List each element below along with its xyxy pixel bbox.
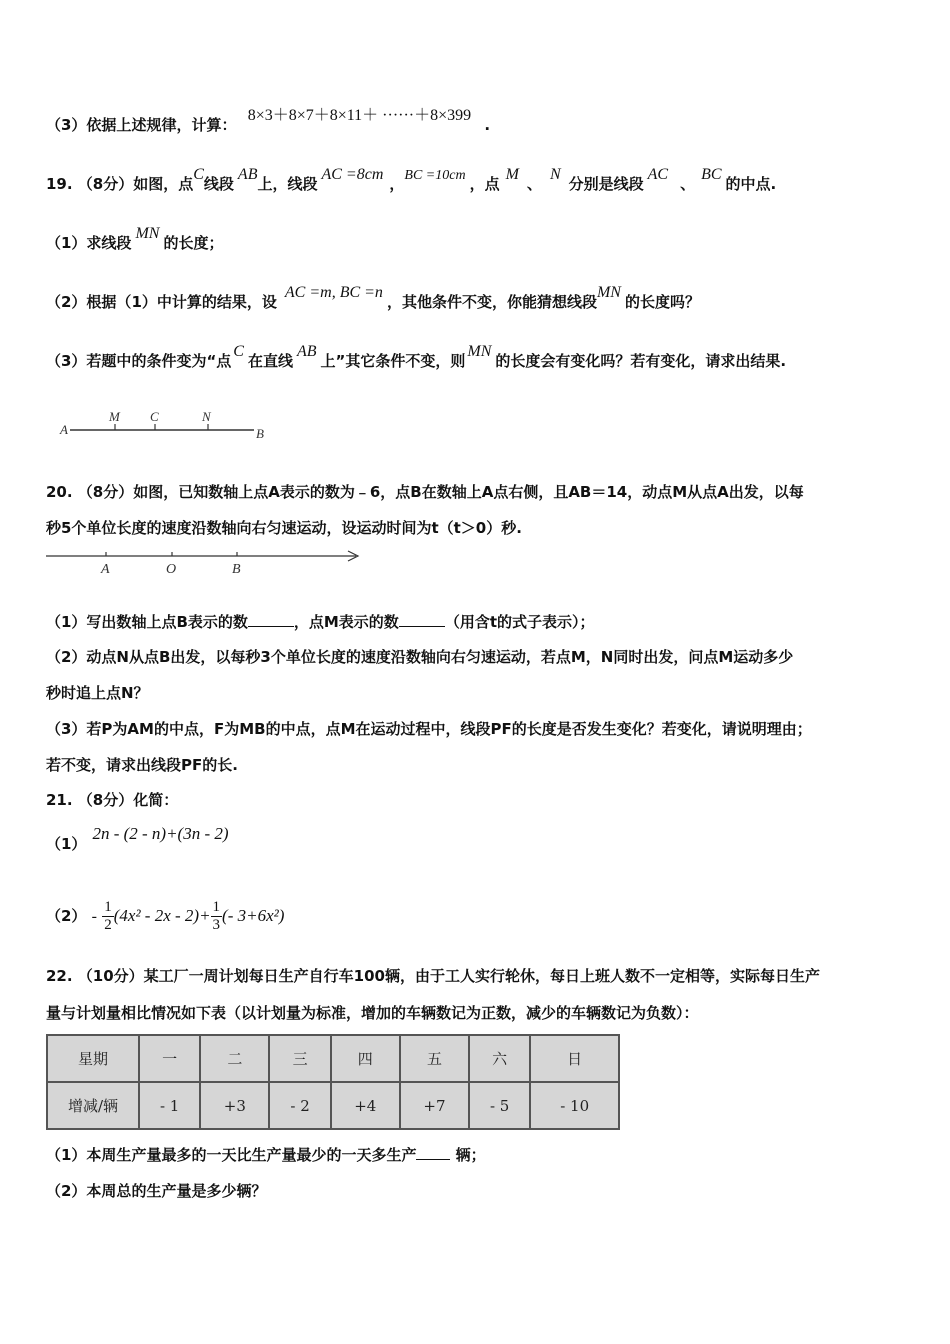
q22-stem-line2: 量与计划量相比情况如下表（以计划量为标准，增加的车辆数记为正数，减少的车辆数记为负数）： bbox=[46, 1004, 699, 1022]
q21-title: 21. （8分）化简： bbox=[46, 791, 179, 809]
q19-point-m: M bbox=[505, 166, 519, 183]
q19-text: 线段 bbox=[203, 175, 234, 193]
label-m: M bbox=[109, 409, 120, 424]
table-cell: +4 bbox=[331, 1082, 400, 1129]
q19-segment-mn: MN bbox=[135, 225, 160, 242]
q19-part2-text: ，其他条件不变，你能猜想线段 bbox=[386, 293, 597, 311]
q19-part1 bbox=[46, 225, 224, 254]
fraction-denominator: 2 bbox=[104, 917, 112, 933]
axis-label-o: O bbox=[166, 562, 177, 577]
q19-text: 的中点. bbox=[725, 175, 777, 193]
q22-part1-text: 辆； bbox=[450, 1146, 486, 1164]
q19-lead: 19. （8分）如图，点 bbox=[46, 175, 194, 193]
q19-text: 、 bbox=[680, 175, 696, 193]
q19-comma: ， bbox=[389, 175, 405, 193]
table-cell: 四 bbox=[331, 1035, 400, 1082]
table-cell: - 10 bbox=[530, 1082, 619, 1129]
fraction-numerator: 1 bbox=[104, 899, 112, 915]
fraction-numerator: 1 bbox=[212, 899, 221, 915]
q22-part2: （2）本周总的生产量是多少辆？ bbox=[46, 1182, 267, 1200]
q19-segment-ac: AC bbox=[647, 166, 669, 183]
q19-stem bbox=[46, 166, 777, 196]
q19-segment-figure bbox=[58, 408, 278, 442]
q21-part2-end: (- 3+6x²) bbox=[222, 906, 285, 925]
q21-part1-expression: 2n - (2 - n)+(3n - 2) bbox=[92, 824, 229, 843]
q19-text: 分别是线段 bbox=[568, 175, 644, 193]
q19-part3-text: 在直线 bbox=[247, 352, 293, 370]
label-c: C bbox=[150, 409, 159, 424]
q21-part2-label: （2） bbox=[46, 907, 87, 925]
answer-blank[interactable] bbox=[416, 1145, 450, 1160]
q19-part3-text: 的长度会有变化吗？若有变化，请求出结果. bbox=[495, 352, 787, 370]
fraction-one-third bbox=[211, 899, 223, 934]
q21-part1-label: （1） bbox=[46, 835, 87, 853]
fraction-one-half bbox=[102, 899, 114, 934]
q20-number-line bbox=[44, 546, 364, 580]
q21-part2 bbox=[46, 896, 284, 937]
table-cell: 一 bbox=[139, 1035, 200, 1082]
q18-part3-label: （3）依据上述规律，计算： bbox=[46, 116, 237, 134]
table-header-row bbox=[47, 1035, 619, 1082]
q19-segment-mn: MN bbox=[596, 284, 621, 301]
q19-part1-text: （1）求线段 bbox=[46, 234, 132, 252]
q19-part2-text: 的长度吗？ bbox=[624, 293, 700, 311]
q19-part2-text: （2）根据（1）中计算的结果，设 bbox=[46, 293, 277, 311]
q19-part1-text: 的长度； bbox=[163, 234, 224, 252]
table-cell: 增减/辆 bbox=[47, 1082, 139, 1129]
q18-part3 bbox=[46, 107, 491, 136]
q19-part3-text: （3）若题中的条件变为“点 bbox=[46, 352, 232, 370]
q19-part3 bbox=[46, 343, 787, 372]
q20-part3-line1: （3）若P为AM的中点，F为MB的中点，点M在运动过程中，线段PF的长度是否发生变化？若变化，请说明理由； bbox=[46, 720, 812, 738]
q19-segment-ab: AB bbox=[237, 166, 258, 183]
table-cell: 星期 bbox=[47, 1035, 139, 1082]
q18-period: . bbox=[484, 116, 491, 134]
q22-stem-line1: 22. （10分）某工厂一周计划每日生产自行车100辆，由于工人实行轮休，每日上班人数不一定相等，实际每日生产 bbox=[46, 967, 820, 985]
table-cell: 日 bbox=[530, 1035, 619, 1082]
label-a: A bbox=[60, 422, 68, 437]
production-table bbox=[46, 1034, 620, 1130]
q19-text: 、 bbox=[526, 175, 542, 193]
q20-part1 bbox=[46, 612, 594, 632]
q19-part2-expression: AC =m, BC =n bbox=[284, 284, 383, 301]
q21-minus: - bbox=[91, 908, 97, 925]
q19-point-c: C bbox=[233, 343, 244, 360]
q19-bc-length: BC =10cm bbox=[404, 168, 466, 183]
label-b: B bbox=[256, 426, 264, 441]
q19-text: 上，线段 bbox=[257, 175, 318, 193]
q18-part3-expression: 8×3＋8×7＋8×11＋ ······＋8×399 bbox=[247, 107, 472, 124]
q19-text: ，点 bbox=[469, 175, 500, 193]
q19-point-n: N bbox=[549, 166, 561, 183]
q19-point-c: C bbox=[193, 166, 204, 183]
fraction-denominator: 3 bbox=[212, 917, 221, 933]
table-cell: - 5 bbox=[469, 1082, 530, 1129]
q19-part2 bbox=[46, 284, 700, 313]
q20-part1-text: （1）写出数轴上点B表示的数 bbox=[46, 613, 248, 631]
q21-part1 bbox=[46, 824, 229, 854]
table-cell: 五 bbox=[400, 1035, 469, 1082]
q20-stem-line2: 秒5个单位长度的速度沿数轴向右匀速运动，设运动时间为t（t＞0）秒. bbox=[46, 519, 522, 537]
table-cell: - 2 bbox=[269, 1082, 330, 1129]
table-row bbox=[47, 1082, 619, 1129]
q22-part1 bbox=[46, 1145, 486, 1165]
q20-part2-line2: 秒时追上点N？ bbox=[46, 684, 149, 702]
label-n: N bbox=[202, 409, 211, 424]
q20-part3-line2: 若不变，请求出线段PF的长. bbox=[46, 756, 238, 774]
axis-label-b: B bbox=[232, 562, 241, 577]
q19-segment-ab: AB bbox=[296, 343, 317, 360]
axis-label-a: A bbox=[101, 562, 110, 577]
table-cell: - 1 bbox=[139, 1082, 200, 1129]
q19-segment-mn: MN bbox=[467, 343, 492, 360]
q21-part2-middle: (4x² - 2x - 2)+ bbox=[113, 906, 211, 925]
q20-part1-text: （用含t的式子表示）； bbox=[444, 613, 595, 631]
answer-blank[interactable] bbox=[399, 612, 445, 627]
q22-part1-text: （1）本周生产量最多的一天比生产量最少的一天多生产 bbox=[46, 1146, 417, 1164]
q19-ac-length: AC =8cm bbox=[321, 166, 384, 183]
table-cell: 二 bbox=[200, 1035, 269, 1082]
table-cell: +3 bbox=[200, 1082, 269, 1129]
answer-blank[interactable] bbox=[248, 612, 294, 627]
q20-stem-line1: 20. （8分）如图，已知数轴上点A表示的数为﹣6，点B在数轴上A点右侧，且AB＝14，动点M从点A出发，以每 bbox=[46, 483, 804, 501]
table-cell: 六 bbox=[469, 1035, 530, 1082]
table-cell: 三 bbox=[269, 1035, 330, 1082]
q19-segment-bc: BC bbox=[701, 166, 722, 183]
q20-part2-line1: （2）动点N从点B出发，以每秒3个单位长度的速度沿数轴向右匀速运动，若点M，N同时出发，问点M运动多少 bbox=[46, 648, 794, 666]
table-cell: +7 bbox=[400, 1082, 469, 1129]
q19-part3-text: 上”其它条件不变，则 bbox=[320, 352, 466, 370]
q20-part1-text: ，点M表示的数 bbox=[293, 613, 399, 631]
